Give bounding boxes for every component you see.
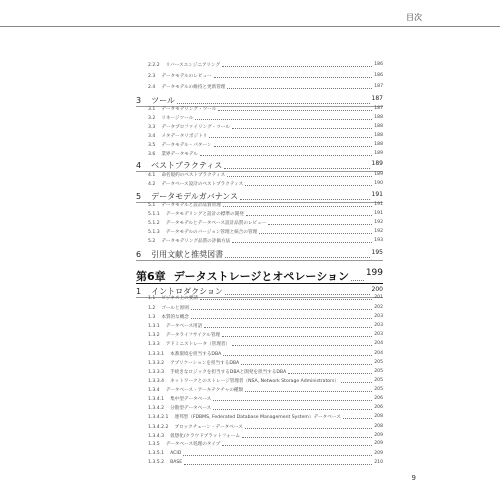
toc-entry-label [148,314,189,320]
toc-entry-page: 205 [374,360,383,365]
toc-entry-label [148,151,198,157]
toc-entry-number: 1.3.4.2.1 [148,415,169,420]
toc-entry-number: 1.3.4 [148,388,160,393]
toc-entry-page: 188 [374,133,383,138]
toc-entry-title: データベース処理のタイプ [165,442,221,447]
toc-entry-number: 1.3.5.1 [148,451,165,456]
toc-leader [227,88,372,89]
toc-entry-label [148,369,286,375]
toc-entry-page: 190 [374,181,383,186]
toc-entry-title: データモデルと設計品質管理 [161,203,221,208]
toc-entry-number: 3.5 [148,143,156,148]
toc-entry-number: 5.1.1 [148,212,160,217]
toc-leader [245,391,372,392]
toc-leader [224,168,370,169]
toc-leader [214,146,372,147]
toc-entry-label [148,115,193,121]
toc-entry-label [148,460,182,465]
toc-entry-page: 188 [374,124,383,129]
toc-entry-number: 1.3.1 [148,324,160,329]
toc-entry-number: 5.1.2 [148,221,160,226]
toc-entry-number: 第6章 [136,270,166,283]
toc-entry-label [148,405,211,411]
toc-entry-label [148,414,341,420]
toc-entry-title: 本質的な概念 [161,315,189,320]
toc-entry-page: 191 [374,202,383,207]
toc-entry-number: 2.3 [148,74,156,79]
toc-entry-title: 引用文献と推奨図書 [151,250,224,259]
toc-entry-number: 1.3.3.3 [148,370,165,375]
toc-entry-title: データモデル・パターン [161,143,212,148]
toc-leader [218,110,372,111]
toc-leader [351,280,364,281]
toc-entry-number: 1.3.3.1 [148,352,165,357]
toc-entry-label [148,124,230,130]
toc-leader [222,445,372,446]
toc-entry-number: 5.2 [148,239,156,244]
toc-leader [341,382,372,383]
toc-entry-number: 1.3.5.2 [148,460,165,465]
page-number: 9 [411,474,416,482]
header-title: 目次 [406,13,422,22]
toc-entry-label [148,211,244,217]
toc-entry-number: 3.1 [148,107,156,112]
toc-entry-label [148,332,220,338]
toc-entry-title: データストレージとオペレーション [173,270,349,283]
toc-entry-label [148,181,243,187]
toc-entry-page: 208 [374,414,383,419]
toc-entry-title: 分散型データベース [170,406,212,411]
toc-entry-label [136,268,349,284]
toc-entry-page: 210 [374,460,383,465]
toc-entry-label [148,73,212,79]
toc-leader [232,345,372,346]
toc-leader [343,418,372,419]
toc-entry-label [148,441,220,447]
toc-entry-title: データライフサイクル管理 [165,333,221,338]
toc-entry-title: データモデルのレビュー [161,74,212,79]
toc-leader [183,455,372,456]
toc-entry-page: 206 [374,405,383,410]
toc-entry-page: 192 [374,229,383,234]
toc-leader [232,128,372,129]
toc-entry-title: データモデリングと設計の標準の開発 [165,212,244,217]
toc-leader [204,327,372,328]
toc-entry-title: 連邦型（FDBMS, Federated Database Management System）データベース [174,415,341,420]
toc-entry-page: 189 [374,151,383,156]
toc-entry-label [148,433,240,439]
toc-entry-title: ゴールと原則 [161,306,189,311]
toc-entry-page: 209 [374,441,383,446]
toc-entry-label [148,220,266,226]
toc-entry-title: データプロファイリング・ツール [161,125,230,130]
toc-entry-number: 1.3.4.2 [148,406,165,411]
toc-entry-page: 200 [371,286,383,293]
toc-entry-title: 集中型データベース [170,397,212,402]
toc-entry-number: 3.6 [148,152,156,157]
toc-entry-number: 1.3 [148,315,156,320]
toc-leader [214,77,372,78]
toc-leader [242,437,372,438]
toc-entry-label [148,62,220,68]
toc-entry-page: 204 [374,341,383,346]
toc-entry-page: 205 [374,369,383,374]
toc-entry-number: 5.1.3 [148,230,160,235]
toc-leader [241,364,372,365]
toc-entry-page: 195 [371,249,383,256]
toc-entry-label [148,142,212,148]
toc-entry-label [148,305,189,311]
toc-entry-number: 3.2 [148,116,156,121]
toc-leader [240,199,370,200]
toc-entry-page: 209 [374,433,383,438]
toc-entry-label [148,396,211,402]
toc-entry-number: 4 [136,161,142,170]
toc-entry-page: 201 [374,295,383,300]
toc-entry-title: リバースエンジニアリング [165,63,221,68]
toc-entry-label [148,378,339,384]
toc-entry-label [148,238,230,244]
toc-entry-title: 仮想化/クラウドプラットフォーム [170,434,240,439]
toc-entry-title: ツール [151,96,175,105]
toc-leader [191,318,372,319]
toc-entry-number: 3.3 [148,125,156,130]
toc-entry-page: 209 [374,451,383,456]
toc-entry-label [148,295,198,301]
toc-entry-number: 1.3.4.1 [148,397,165,402]
toc-entry-number: 1.3.4.3 [148,434,165,439]
toc-entry-title: ビジネス上の要請 [161,296,198,301]
toc-entry-page: 203 [374,323,383,328]
toc-entry-page: 204 [374,351,383,356]
toc-entry-page: 187 [374,106,383,111]
toc-entry-title: データベース・アーキテクチャの種類 [165,388,244,393]
toc-entry-number: 1 [136,287,142,296]
toc-entry-title: データベース用語 [165,324,203,329]
toc-entry-title: データベース設計のベストプラクティス [161,182,244,187]
toc-entry-number: 3 [136,96,142,105]
toc-leader [222,336,372,337]
toc-leader [223,206,372,207]
toc-entry-page: 193 [374,238,383,243]
toc-entry-label [148,106,216,112]
toc-leader [232,242,372,243]
toc-entry-page: 202 [374,305,383,310]
toc-leader [191,309,372,310]
toc-leader [200,155,372,156]
toc-entry-title: アドミニストレータ（管理者） [165,342,231,347]
toc-entry-page: 203 [374,314,383,319]
toc-entry-page: 186 [374,62,383,67]
toc-entry-number: 1.3.5 [148,442,160,447]
toc-leader [268,224,372,225]
toc-entry-label [148,172,225,178]
toc-entry-title: ネットワークとのストレージ管理者（NSA, Network Storage Administrators） [170,379,339,384]
toc-entry-title: 業界データモデル [161,152,198,157]
toc-entry-number: 1.3.4.2.2 [148,425,169,430]
toc-entry-title: ブロックチェーン・データベース [174,425,243,430]
toc-entry-page: 199 [365,268,383,278]
toc-entry-title: ACID [170,451,182,456]
toc-entry-title: メタデータリポジトリ [161,134,208,139]
toc-entry-number: 2.4 [148,85,156,90]
toc-entry-page: 189 [374,172,383,177]
toc-entry-number: 4.1 [148,173,156,178]
toc-entry-title: データモデリング品質の評価方法 [161,239,231,244]
toc-entry-title: データモデリング・ツール [161,107,217,112]
toc-entry-label [136,191,238,202]
toc-entry-page: 205 [374,378,383,383]
toc-leader [213,409,372,410]
toc-entry-page: 187 [374,84,383,89]
toc-entry-label [148,229,257,235]
toc-leader [245,185,372,186]
toc-leader [200,299,372,300]
toc-entry-title: データモデルガバナンス [151,192,239,201]
toc-entry-page: 186 [374,73,383,78]
toc-entry-page: 188 [374,142,383,147]
toc-entry-number: 3.4 [148,134,156,139]
toc-entry-number: 1.3.2 [148,333,160,338]
toc-entry-page: 192 [374,220,383,225]
toc-entry-number: 1.3.3 [148,342,160,347]
toc-entry-page: 191 [374,211,383,216]
toc-entry-label [148,341,230,347]
toc-leader [184,464,372,465]
toc-entry-number: 5.1 [148,203,156,208]
toc-entry-page: 206 [374,396,383,401]
toc-entry-label [136,160,222,171]
toc-leader [227,176,372,177]
toc-entry-page: 203 [374,332,383,337]
toc-entry-number: 1.1 [148,296,156,301]
chapter-rule [136,283,383,284]
toc-entry-title: データモデルとデータベース設計品質のレビュー [165,221,267,226]
section-rule [136,260,383,261]
toc-entry-number: 1.3.3.2 [148,361,165,366]
toc-entry-label [148,424,243,430]
toc-entry-label [148,133,207,139]
toc-leader [246,215,372,216]
toc-entry-title: データモデルの維持と更新管理 [161,85,226,90]
toc-leader [209,137,372,138]
toc-entry-label [136,95,175,106]
toc-entry-label [148,451,181,456]
toc-leader [195,119,372,120]
toc-entry-number: 4.2 [148,182,156,187]
toc-leader [259,233,372,234]
toc-entry-title: データモデルのバージョン管理と統合の管理 [165,230,258,235]
toc-entry-label [148,360,239,366]
toc-entry-page: 191 [371,191,383,198]
toc-entry-title: アプリケーションを担当するDBA [170,361,240,366]
toc-entry-title: 手続きなロジックを担当するDBAと開発を担当するDBA [170,370,287,375]
toc-leader [225,257,370,258]
toc-entry-label [136,249,223,260]
toc-entry-page: 188 [374,115,383,120]
toc-entry-number: 5 [136,192,142,201]
toc-entry-label [148,351,221,357]
toc-entry-page: 205 [374,387,383,392]
toc-entry-title: 命名規約のベストプラクティス [161,173,226,178]
toc-entry-title: ベストプラクティス [151,161,223,170]
toc-entry-label [148,387,243,393]
toc-leader [222,66,372,67]
toc-leader [213,400,372,401]
toc-entry-number: 6 [136,250,142,259]
toc-leader [223,355,372,356]
toc-entry-page: 208 [374,424,383,429]
toc-entry-label [148,202,221,208]
toc-leader [177,103,370,104]
toc-entry-title: イントロダクション [151,287,223,296]
toc-entry-page: 187 [371,95,383,102]
toc-leader [225,294,370,295]
toc-entry-number: 1.2 [148,306,156,311]
toc-leader [245,428,372,429]
toc-leader [288,373,372,374]
toc-entry-page: 189 [371,160,383,167]
toc-entry-label [148,323,202,329]
toc-entry-number: 1.3.3.4 [148,379,165,384]
toc-entry-number: 2.2.2 [148,63,160,68]
toc-entry-title: 本番環境を担当するDBA [170,352,222,357]
toc-entry-title: リネージツール [161,116,194,121]
toc-entry-label [148,84,225,90]
toc-entry-title: BASE [170,460,183,465]
